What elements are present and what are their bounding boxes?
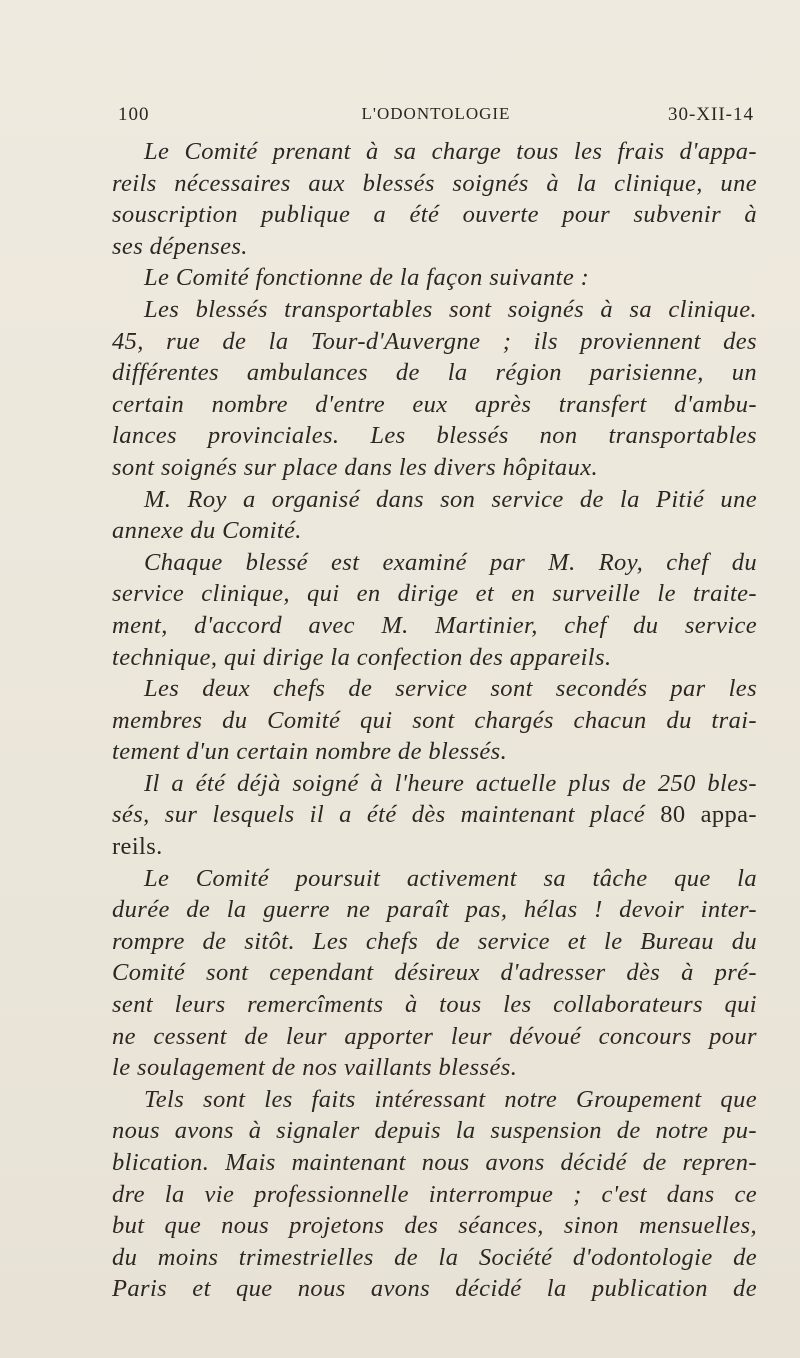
page-number: 100 — [118, 104, 150, 125]
text-line: Chaque blessé est examiné par M. Roy, chef du — [144, 548, 757, 576]
text-line: Les deux chefs de service sont secondés par les — [144, 675, 757, 703]
text-line: M. Roy a organisé dans son service de la Pitié une — [144, 485, 757, 513]
text-line: ses dépenses. — [112, 232, 248, 260]
text-line: Les blessés transportables sont soignés à sa clinique. — [144, 295, 757, 323]
text-line: annexe du Comité. — [112, 517, 302, 545]
issue-date: 30-XII-14 — [667, 104, 754, 125]
text-line: technique, qui dirige la confection des appareils. — [112, 643, 612, 671]
text-line: blication. Mais maintenant nous avons décidé de repren- — [112, 1149, 757, 1176]
text-segment-roman: 80 appa- — [660, 801, 757, 829]
text-line: Le Comité fonctionne de la façon suivante : — [144, 264, 590, 292]
text-line: reils. — [112, 833, 163, 861]
text-line: Tels sont les faits intéressant notre Groupement que — [144, 1085, 757, 1113]
text-line: durée de la guerre ne paraît pas, hélas ! devoir inter- — [112, 896, 757, 924]
text-line: dre la vie professionnelle interrompue ; c'est dans ce — [112, 1180, 757, 1208]
text-line: lances provinciales. Les blessés non transportables — [112, 422, 757, 450]
text-line: ment, d'accord avec M. Martinier, chef du service — [112, 611, 757, 639]
text-line: reils nécessaires aux blessés soignés à la clinique, une — [112, 169, 757, 197]
text-line: Paris et que nous avons décidé la publication de — [112, 1275, 757, 1303]
text-line: service clinique, qui en dirige et en surveille le traite- — [112, 580, 757, 608]
text-line: le soulagement de nos vaillants blessés. — [112, 1054, 518, 1082]
text-line: certain nombre d'entre eux après transfert d'ambu- — [112, 390, 757, 418]
text-line: sent leurs remercîments à tous les collaborateurs qui — [112, 991, 757, 1019]
text-line: Comité sont cependant désireux d'adresser dès à pré- — [112, 959, 757, 987]
text-line: souscription publique a été ouverte pour subvenir à — [112, 201, 757, 229]
text-line: différentes ambulances de la région parisienne, un — [112, 359, 757, 387]
text-line: membres du Comité qui sont chargés chacun du trai- — [112, 706, 757, 734]
text-line: ne cessent de leur apporter leur dévoué concours pour — [112, 1022, 757, 1050]
text-line: but que nous projetons des séances, sinon mensuelles, — [112, 1212, 757, 1240]
text-line: rompre de sitôt. Les chefs de service et le Bureau du — [112, 927, 757, 955]
running-title: L'ODONTOLOGIE — [361, 104, 511, 123]
text-line: Il a été déjà soigné à l'heure actuelle plus de 250 bles- — [144, 769, 757, 797]
text-line: sont soignés sur place dans les divers hôpitaux. — [112, 453, 599, 481]
text-line: nous avons à signaler depuis la suspension de notre pu- — [112, 1117, 757, 1145]
text-line: Le Comité poursuit activement sa tâche que la — [144, 864, 757, 892]
text-line — [112, 799, 757, 831]
text-line: tement d'un certain nombre de blessés. — [112, 738, 508, 766]
body-text — [112, 136, 757, 1305]
text-segment: sés, sur lesquels il a été dès maintenant placé — [112, 801, 646, 829]
text-line: 45, rue de la Tour-d'Auvergne ; ils proviennent des — [112, 327, 757, 355]
text-line: Le Comité prenant à sa charge tous les frais d'appa- — [144, 138, 757, 165]
running-header — [118, 104, 754, 128]
text-line: du moins trimestrielles de la Société d'odontologie de — [112, 1243, 757, 1271]
